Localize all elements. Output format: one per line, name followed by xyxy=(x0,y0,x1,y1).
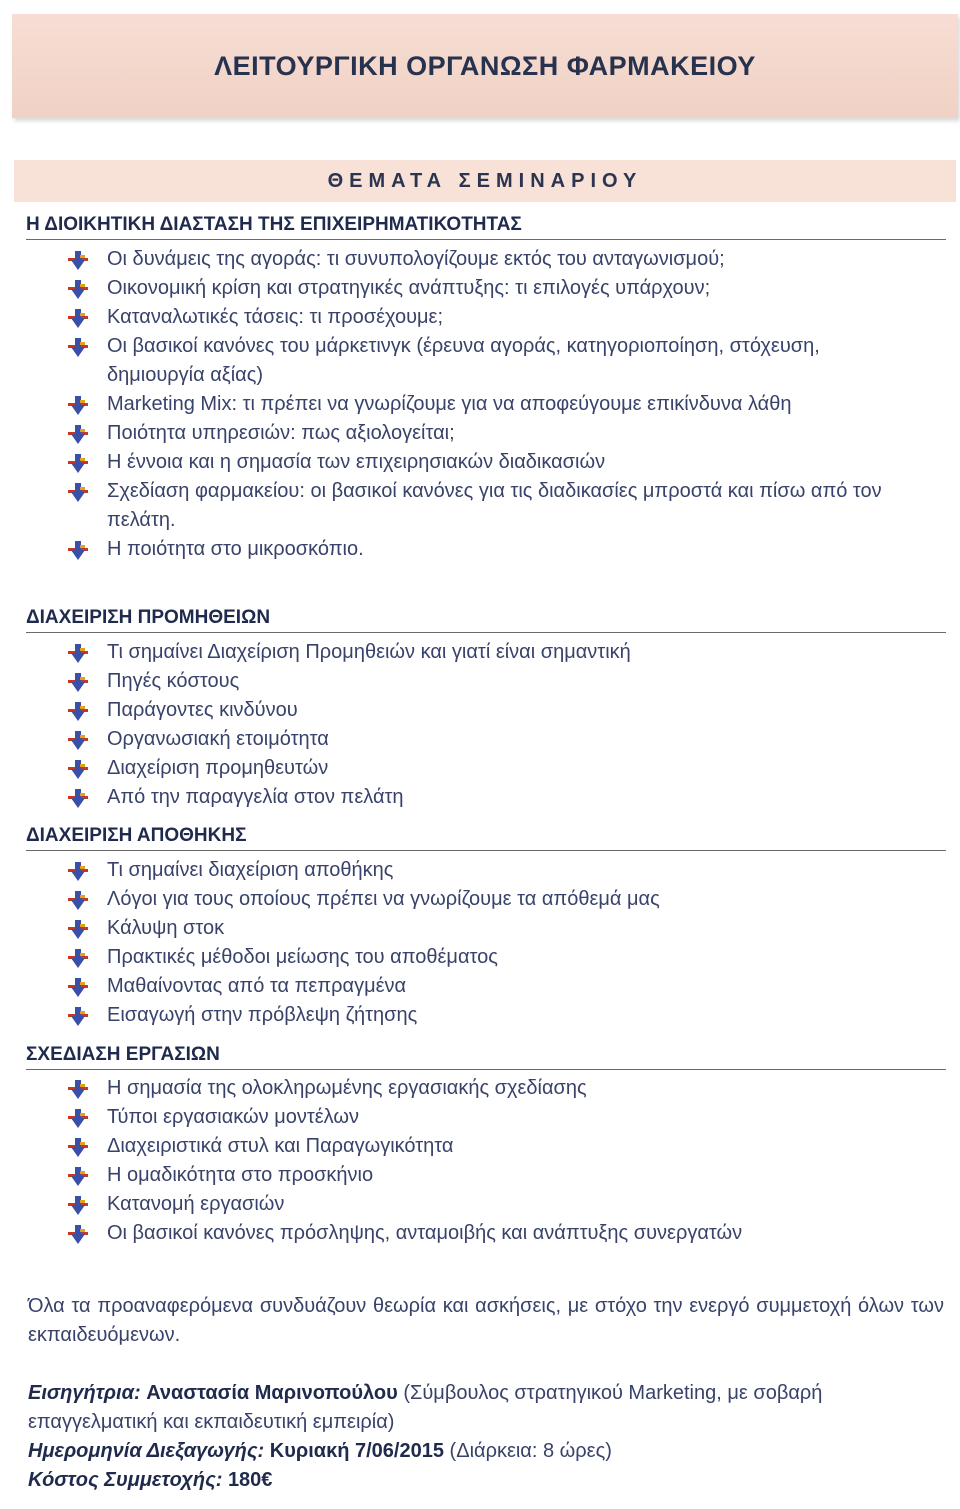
list-item-text: Τύποι εργασιακών μοντέλων xyxy=(107,1106,359,1128)
list-item xyxy=(0,943,917,972)
arrow-bullet-icon xyxy=(66,642,90,664)
list-item-text: Οι βασικοί κανόνες πρόσληψης, ανταμοιβής και ανάπτυξης συνεργατών xyxy=(107,1222,743,1244)
arrow-bullet-icon xyxy=(66,671,90,693)
list-item-text: Πηγές κόστους xyxy=(107,670,240,692)
page-title: ΛΕΙΤΟΥΡΓΙΚΗ ΟΡΓΑΝΩΣΗ ΦΑΡΜΑΚΕΙΟΥ xyxy=(214,50,756,81)
list-item xyxy=(0,477,917,535)
list-item xyxy=(0,856,917,885)
list-item xyxy=(0,783,917,812)
cost-line xyxy=(28,1466,944,1495)
list-item xyxy=(0,535,917,564)
topic-list xyxy=(0,1074,960,1248)
arrow-bullet-icon xyxy=(66,1107,90,1129)
list-item-text: Παράγοντες κινδύνου xyxy=(107,699,298,721)
list-item xyxy=(0,972,917,1001)
list-item xyxy=(0,274,917,303)
list-item-text: Οι δυνάμεις της αγοράς: τι συνυπολογίζουμε εκτός του ανταγωνισμού; xyxy=(107,248,725,270)
list-item-text: Διαχείριση προμηθευτών xyxy=(107,757,329,779)
section-heading-text: ΔΙΑΧΕΙΡΙΣΗ ΑΠΟΘΗΚΗΣ xyxy=(26,825,247,846)
arrow-bullet-icon xyxy=(66,947,90,969)
list-item-text: Η σημασία της ολοκληρωμένης εργασιακής σχεδίασης xyxy=(107,1077,587,1099)
list-item-text: Μαθαίνοντας από τα πεπραγμένα xyxy=(107,975,407,997)
list-item xyxy=(0,638,917,667)
arrow-bullet-icon xyxy=(66,1078,90,1100)
arrow-bullet-icon xyxy=(66,976,90,998)
list-item-text: Η ποιότητα στο μικροσκόπιο. xyxy=(107,538,364,560)
section-heading xyxy=(26,211,946,240)
arrow-bullet-icon xyxy=(66,423,90,445)
arrow-bullet-icon xyxy=(66,249,90,271)
list-item xyxy=(0,1161,917,1190)
list-item-text: Η ομαδικότητα στο προσκήνιο xyxy=(107,1164,374,1186)
arrow-bullet-icon xyxy=(66,700,90,722)
list-item-text: Τι σημαίνει Διαχείριση Προμηθειών και γιατί είναι σημαντική xyxy=(107,641,631,663)
instructor-note: (Σύμβουλος στρατηγικού Marketing, με σοβαρή επαγγελματική και εκπαιδευτική εμπειρία) xyxy=(28,1382,823,1433)
list-item xyxy=(0,390,917,419)
section-heading xyxy=(26,1041,946,1070)
list-item-text: Ποιότητα υπηρεσιών: πως αξιολογείται; xyxy=(107,422,455,444)
summary-paragraph: Όλα τα προαναφερόμενα συνδυάζουν θεωρία και ασκήσεις, με στόχο την ενεργό συμμετοχή όλων των εκπαιδευόμενων. xyxy=(28,1295,944,1346)
arrow-bullet-icon xyxy=(66,452,90,474)
topic-list xyxy=(0,638,960,812)
list-item xyxy=(0,885,917,914)
list-item-text: Οικονομική κρίση και στρατηγικές ανάπτυξης: τι επιλογές υπάρχουν; xyxy=(107,277,711,299)
list-item-text: Κάλυψη στοκ xyxy=(107,917,225,939)
list-item xyxy=(0,303,917,332)
date-value: Κυριακή 7/06/2015 xyxy=(269,1440,444,1462)
arrow-bullet-icon xyxy=(66,278,90,300)
section-heading xyxy=(26,604,946,633)
section-heading-text: ΣΧΕΔΙΑΣΗ ΕΡΓΑΣΙΩΝ xyxy=(26,1044,220,1065)
list-item-text: Λόγοι για τους οποίους πρέπει να γνωρίζουμε τα απόθεμά μας xyxy=(107,888,660,910)
instructor-name: Αναστασία Μαρινοπούλου xyxy=(146,1382,398,1404)
section-heading xyxy=(26,822,946,851)
cost-label: Κόστος Συμμετοχής: xyxy=(28,1469,223,1491)
list-item xyxy=(0,754,917,783)
arrow-bullet-icon xyxy=(66,307,90,329)
list-item xyxy=(0,667,917,696)
list-item xyxy=(0,332,917,390)
arrow-bullet-icon xyxy=(66,394,90,416)
arrow-bullet-icon xyxy=(66,539,90,561)
date-note: (Διάρκεια: 8 ώρες) xyxy=(449,1440,612,1462)
title-banner xyxy=(12,14,958,118)
instructor-label: Εισηγήτρια: xyxy=(28,1382,141,1404)
topic-list xyxy=(0,856,960,1030)
arrow-bullet-icon xyxy=(66,860,90,882)
list-item xyxy=(0,696,917,725)
list-item xyxy=(0,1001,917,1030)
section-heading-text: ΔΙΑΧΕΙΡΙΣΗ ΠΡΟΜΗΘΕΙΩΝ xyxy=(26,607,271,628)
arrow-bullet-icon xyxy=(66,729,90,751)
list-item-text: Τι σημαίνει διαχείριση αποθήκης xyxy=(107,859,394,881)
list-item-text: Από την παραγγελία στον πελάτη xyxy=(107,786,404,808)
section-heading-text: Η ΔΙΟΙΚΗΤΙΚΗ ΔΙΑΣΤΑΣΗ ΤΗΣ ΕΠΙΧΕΙΡΗΜΑΤΙΚΟΤΗΤΑΣ xyxy=(26,214,522,235)
list-item-text: Marketing Mix: τι πρέπει να γνωρίζουμε για να αποφεύγουμε επικίνδυνα λάθη xyxy=(107,393,792,415)
arrow-bullet-icon xyxy=(66,1005,90,1027)
arrow-bullet-icon xyxy=(66,1165,90,1187)
instructor-line xyxy=(28,1379,944,1437)
arrow-bullet-icon xyxy=(66,1194,90,1216)
list-item-text: Σχεδίαση φαρμακείου: οι βασικοί κανόνες για τις διαδικασίες μπροστά και πίσω από τον πελάτη. xyxy=(107,480,882,531)
arrow-bullet-icon xyxy=(66,481,90,503)
seminar-subtitle: ΘΕΜΑΤΑ ΣΕΜΙΝΑΡΙΟΥ xyxy=(327,169,643,192)
list-item-text: Πρακτικές μέθοδοι μείωσης του αποθέματος xyxy=(107,946,498,968)
list-item xyxy=(0,1219,917,1248)
list-item-text: Διαχειριστικά στυλ και Παραγωγικότητα xyxy=(107,1135,454,1157)
list-item xyxy=(0,245,917,274)
list-item-text: Οργανωσιακή ετοιμότητα xyxy=(107,728,329,750)
arrow-bullet-icon xyxy=(66,336,90,358)
list-item xyxy=(0,1132,917,1161)
arrow-bullet-icon xyxy=(66,1136,90,1158)
list-item xyxy=(0,1190,917,1219)
list-item-text: Οι βασικοί κανόνες του μάρκετινγκ (έρευνα αγοράς, κατηγοριοποίηση, στόχευση, δημιουργία αξίας) xyxy=(107,335,820,386)
list-item-text: Καταναλωτικές τάσεις: τι προσέχουμε; xyxy=(107,306,443,328)
list-item xyxy=(0,1103,917,1132)
list-item-text: Εισαγωγή στην πρόβλεψη ζήτησης xyxy=(107,1004,418,1026)
list-item xyxy=(0,725,917,754)
topic-list xyxy=(0,245,960,564)
list-item-text: Κατανομή εργασιών xyxy=(107,1193,285,1215)
list-item-text: Η έννοια και η σημασία των επιχειρησιακών διαδικασιών xyxy=(107,451,606,473)
subject-bar xyxy=(14,160,956,202)
list-item xyxy=(0,914,917,943)
date-line xyxy=(28,1437,944,1466)
arrow-bullet-icon xyxy=(66,1223,90,1245)
arrow-bullet-icon xyxy=(66,758,90,780)
cost-value: 180€ xyxy=(227,1469,273,1491)
arrow-bullet-icon xyxy=(66,889,90,911)
list-item xyxy=(0,419,917,448)
date-label: Ημερομηνία Διεξαγωγής: xyxy=(28,1440,265,1462)
arrow-bullet-icon xyxy=(66,787,90,809)
list-item xyxy=(0,1074,917,1103)
arrow-bullet-icon xyxy=(66,918,90,940)
list-item xyxy=(0,448,917,477)
